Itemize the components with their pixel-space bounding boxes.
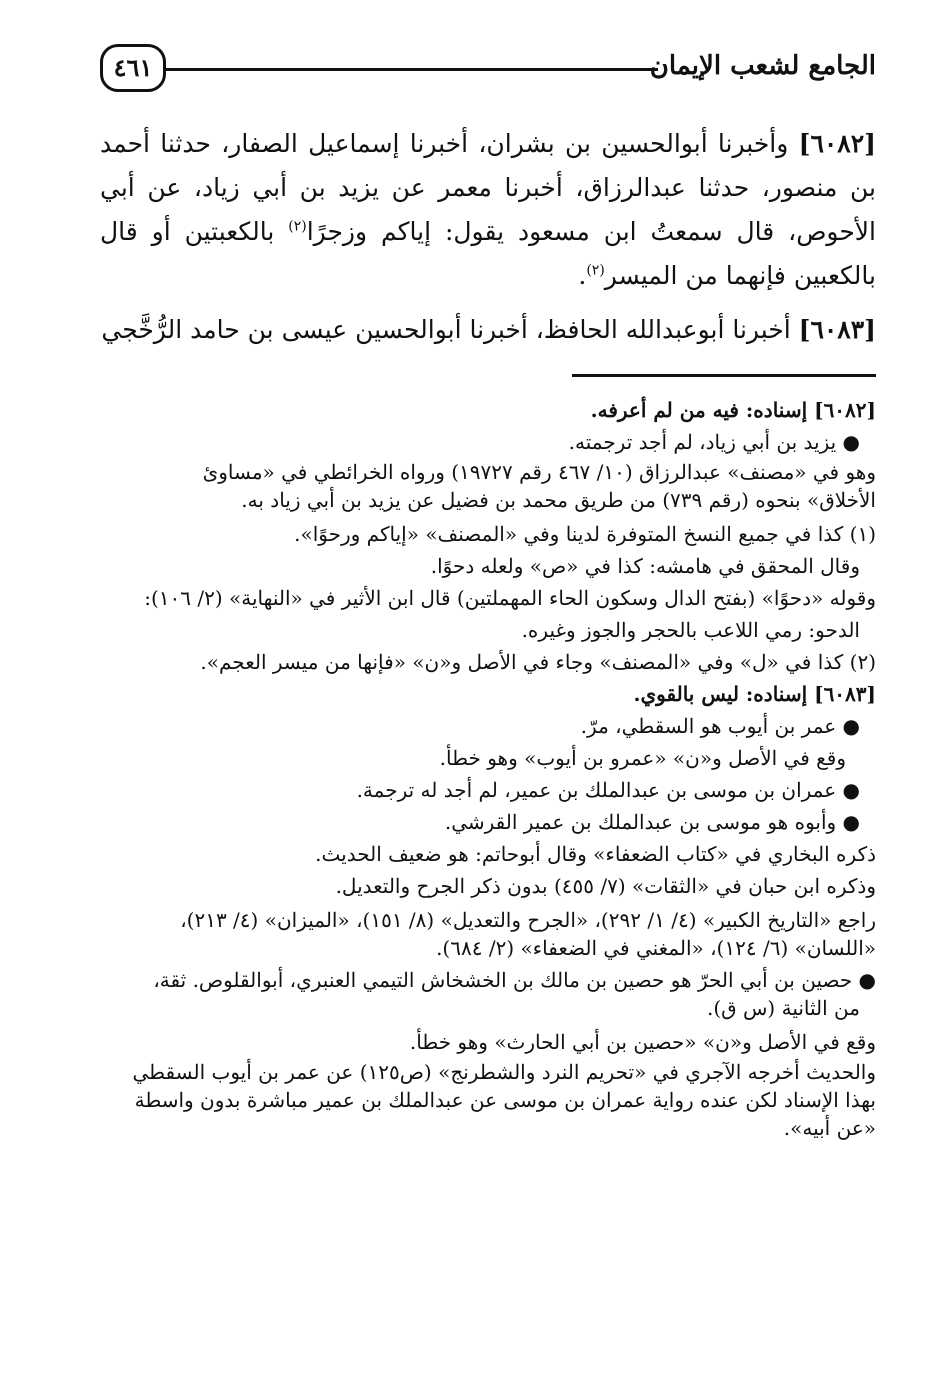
footnote-line: ● يزيد بن أبي زياد، لم أجد ترجمته. xyxy=(568,430,860,454)
footnote-line: (١) كذا في جميع النسخ المتوفرة لدينا وفي «المصنف» «إياكم ورحوًا». xyxy=(294,522,876,546)
footnote-line: وهو في «مصنف» عبدالرزاق (١٠/ ٤٦٧ رقم ١٩٧٢٧) ورواه الخرائطي في «مساوئ xyxy=(202,460,876,484)
footnote-line: ● وأبوه هو موسى بن عبدالملك بن عمير القرشي. xyxy=(444,810,860,834)
footnote-line: الأخلاق» بنحوه (رقم ٧٣٩) من طريق محمد بن فضيل عن يزيد بن أبي زياد به. xyxy=(241,488,876,512)
entry-number: [٦٠٨٣] xyxy=(798,315,876,344)
footnote-separator xyxy=(572,374,876,377)
footnotes xyxy=(100,394,876,1142)
footnote-line: وقوله «دحوًا» (بفتح الدال وسكون الحاء المهملتين) قال ابن الأثير في «النهاية» (٢/ ١٠٦): xyxy=(144,586,876,610)
footnote-line: «اللسان» (٦/ ١٢٤)، «المغني في الضعفاء» (٢/ ٦٨٤). xyxy=(436,936,876,960)
footnote-line: (٢) كذا في «ل» وفي «المصنف» وجاء في الأصل و«ن» «فإنها من ميسر العجم». xyxy=(200,650,876,674)
entry-text: وأخبرنا أبوالحسين بن بشران، أخبرنا إسماعيل الصفار، حدثنا أحمد بن منصور، حدثنا عبدالرزاق، أخبرنا معمر عن يزيد بن أبي زياد، عن أبي الأحوص، قال سمعتُ ابن مسعود يقول: إياكم وزجرًا xyxy=(100,129,876,246)
footnote-ref: (٢) xyxy=(288,218,307,235)
main-text xyxy=(100,122,876,352)
footnote-line: [٦٠٨٢] إسناده: فيه من لم أعرفه. xyxy=(590,398,876,422)
footnote-line: ذكره البخاري في «كتاب الضعفاء» وقال أبوحاتم: هو ضعيف الحديث. xyxy=(315,842,876,866)
footnote-line: الدحو: رمي اللاعب بالحجر والجوز وغيره. xyxy=(521,618,860,642)
footnote-line: وقع في الأصل و«ن» «عمرو بن أيوب» وهو خطأ. xyxy=(439,746,846,770)
footnote-line: ● حصين بن أبي الحرّ هو حصين بن مالك بن الخشخاش التيمي العنبري، أبوالقلوص. ثقة، xyxy=(153,968,876,992)
footnote-line: ● عمر بن أيوب هو السقطي، مرّ. xyxy=(580,714,860,738)
footnote-line: «عن أبيه». xyxy=(783,1116,876,1140)
page-number: ٤٦١ xyxy=(100,44,166,92)
footnote-line: وقع في الأصل و«ن» «حصين بن أبي الحارث» وهو خطأ. xyxy=(409,1030,876,1054)
footnote-line: وقال المحقق في هامشه: كذا في «ص» ولعله دحوًا. xyxy=(430,554,860,578)
running-header xyxy=(100,44,876,100)
footnote-line: ● عمران بن موسى بن عبدالملك بن عمير، لم أجد له ترجمة. xyxy=(356,778,860,802)
entry-text: . xyxy=(578,261,587,290)
header-rule xyxy=(166,68,658,71)
footnote-line: راجع «التاريخ الكبير» (٤/ ١/ ٢٩٢)، «الجرح والتعديل» (٨/ ١٥١)، «الميزان» (٤/ ٢١٣)، xyxy=(180,908,876,932)
footnote-line: من الثانية (س ق). xyxy=(706,996,860,1020)
entry-text: بالكعبتين أو قال بالكعبين فإنهما من الميسر xyxy=(100,217,876,290)
footnote-line: بهذا الإسناد لكن عنده رواية عمران بن موسى عن عبدالملك بن عمير مباشرة بدون واسطة xyxy=(134,1088,876,1112)
entry-number: [٦٠٨٢] xyxy=(798,129,876,158)
footnote-line: وذكره ابن حبان في «الثقات» (٧/ ٤٥٥) بدون ذكر الجرح والتعديل. xyxy=(335,874,876,898)
footnote-line: والحديث أخرجه الآجري في «تحريم النرد والشطرنج» (ص١٢٥) عن عمر بن أيوب السقطي xyxy=(132,1060,876,1084)
entry-6083 xyxy=(100,308,876,352)
book-title: الجامع لشعب الإيمان xyxy=(649,51,876,81)
footnote-ref: (٢) xyxy=(586,262,605,279)
entry-6082 xyxy=(100,122,876,298)
entry-text: أخبرنا أبوعبدالله الحافظ، أخبرنا أبوالحسين عيسى بن حامد الرُّخَّجي xyxy=(101,315,799,344)
footnote-line: [٦٠٨٣] إسناده: ليس بالقوي. xyxy=(633,682,876,706)
